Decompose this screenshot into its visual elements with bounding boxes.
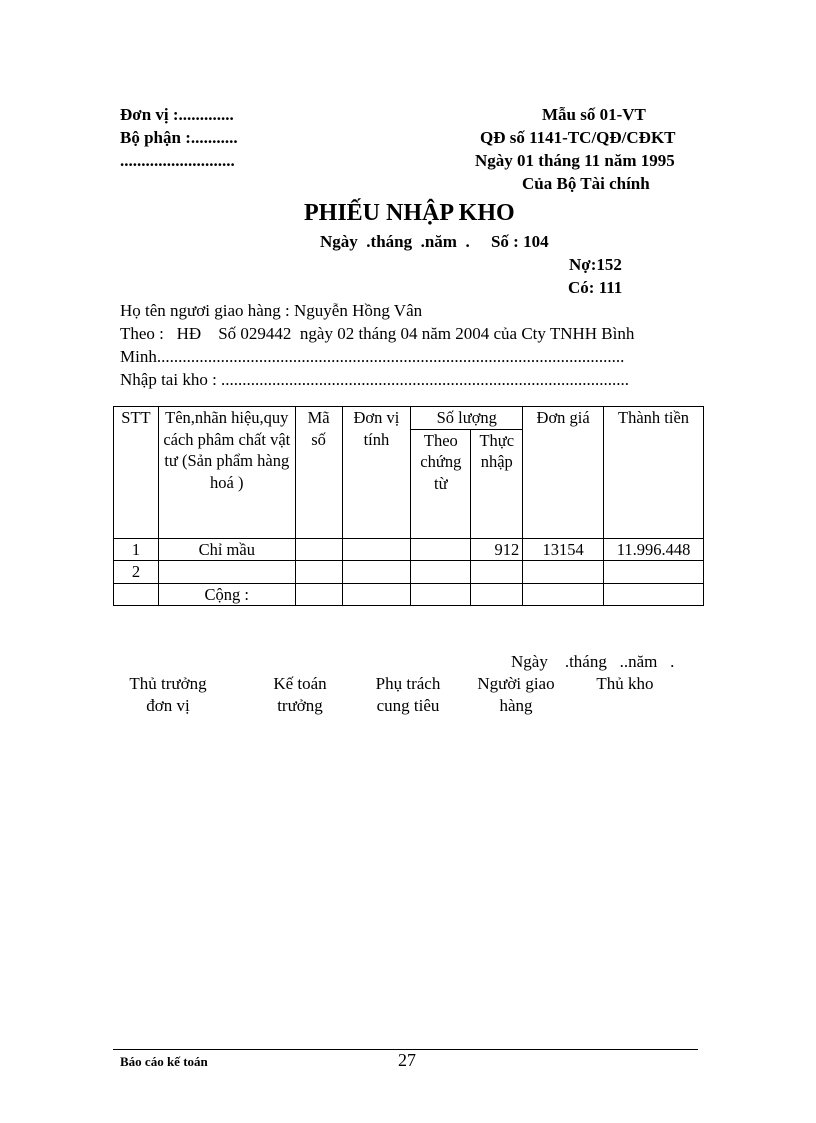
- signature-date: Ngày .tháng ..năm .: [511, 652, 675, 671]
- total-label: Cộng :: [158, 583, 295, 606]
- cell-qty-document: [411, 561, 471, 584]
- cell-amount: 11.996.448: [604, 538, 704, 561]
- table-row: [114, 538, 704, 561]
- footer-report-title: Báo cáo kế toán: [120, 1054, 208, 1069]
- signature-supply-line2: cung tiêu: [376, 696, 440, 715]
- header-stt: STT: [114, 407, 159, 539]
- signature-storekeeper-line1: Thủ kho: [596, 674, 654, 693]
- header-qty-per-document: Theo chứng từ: [411, 429, 471, 538]
- header-code: Mã số: [295, 407, 342, 539]
- cell-qty-actual: 912: [471, 538, 523, 561]
- signature-chief-accountant: [255, 673, 345, 717]
- cell-qty-actual: [471, 561, 523, 584]
- warehouse-line: Nhập tai kho : ................................................................................................: [120, 370, 630, 389]
- cell-stt: 2: [114, 561, 159, 584]
- deliverer-name: Họ tên ngươi giao hàng : Nguyễn Hồng Vân: [120, 301, 423, 320]
- table-total-row: [114, 583, 704, 606]
- qd-issuer: Của Bộ Tài chính: [522, 174, 650, 193]
- header-amount: Thành tiền: [604, 407, 704, 539]
- cell-stt: [114, 583, 159, 606]
- signature-deliverer-line2: hàng: [499, 696, 533, 715]
- qd-date: Ngày 01 tháng 11 năm 1995: [475, 151, 675, 170]
- cell-unit-price: 13154: [523, 538, 604, 561]
- cell-unit: [342, 583, 411, 606]
- signature-director-line2: đơn vị: [146, 696, 190, 715]
- signature-director: [112, 673, 224, 717]
- credit-account: Có: 111: [568, 278, 623, 297]
- date-and-number: Ngày .tháng .năm . Số : 104: [320, 232, 549, 251]
- header-unit-price: Đơn giá: [523, 407, 604, 539]
- header-qty-actual: Thực nhập: [471, 429, 523, 538]
- table-row: [114, 561, 704, 584]
- cell-qty-actual: [471, 583, 523, 606]
- signature-chief-accountant-line1: Kế toán: [273, 674, 327, 693]
- header-item-name: Tên,nhãn hiệu,quy cách phâm chất vật tư (Sản phẩm hàng hoá ): [158, 407, 295, 539]
- cell-qty-document: [411, 538, 471, 561]
- blank-dots: ...........................: [120, 151, 235, 170]
- bo-phan-label: Bộ phận :...........: [120, 128, 238, 147]
- invoice-reference: Theo : HĐ Số 029442 ngày 02 tháng 04 năm 2004 của Cty TNHH Bình: [120, 324, 635, 343]
- header-quantity: Số lượng: [411, 407, 523, 430]
- cell-item-name: Chỉ mầu: [158, 538, 295, 561]
- goods-receipt-table: [113, 406, 704, 606]
- signature-deliverer-line1: Người giao: [477, 674, 555, 693]
- cell-stt: 1: [114, 538, 159, 561]
- signature-chief-accountant-line2: trưởng: [277, 696, 323, 715]
- cell-unit: [342, 538, 411, 561]
- table-header-row: [114, 407, 704, 430]
- page-number: 27: [398, 1050, 416, 1070]
- cell-item-name: [158, 561, 295, 584]
- cell-unit-price: [523, 561, 604, 584]
- qd-so: QĐ số 1141-TC/QĐ/CĐKT: [480, 128, 676, 147]
- cell-code: [295, 583, 342, 606]
- cell-unit-price: [523, 583, 604, 606]
- don-vi-label: Đơn vị :.............: [120, 105, 234, 124]
- signature-director-line1: Thủ trưởng: [129, 674, 207, 693]
- cell-amount: [604, 561, 704, 584]
- mau-so: Mẫu số 01-VT: [542, 105, 646, 124]
- signature-deliverer: [468, 673, 564, 717]
- cell-amount: [604, 583, 704, 606]
- invoice-reference-cont: Minh..............................................................................................................: [120, 347, 625, 366]
- header-unit: Đơn vị tính: [342, 407, 411, 539]
- signature-supply-line1: Phụ trách: [375, 674, 441, 693]
- signature-storekeeper: [582, 673, 668, 695]
- cell-unit: [342, 561, 411, 584]
- cell-qty-document: [411, 583, 471, 606]
- cell-code: [295, 561, 342, 584]
- signature-supply: [360, 673, 456, 717]
- document-title: PHIẾU NHẬP KHO: [304, 200, 515, 226]
- debit-account: Nợ:152: [569, 255, 622, 274]
- cell-code: [295, 538, 342, 561]
